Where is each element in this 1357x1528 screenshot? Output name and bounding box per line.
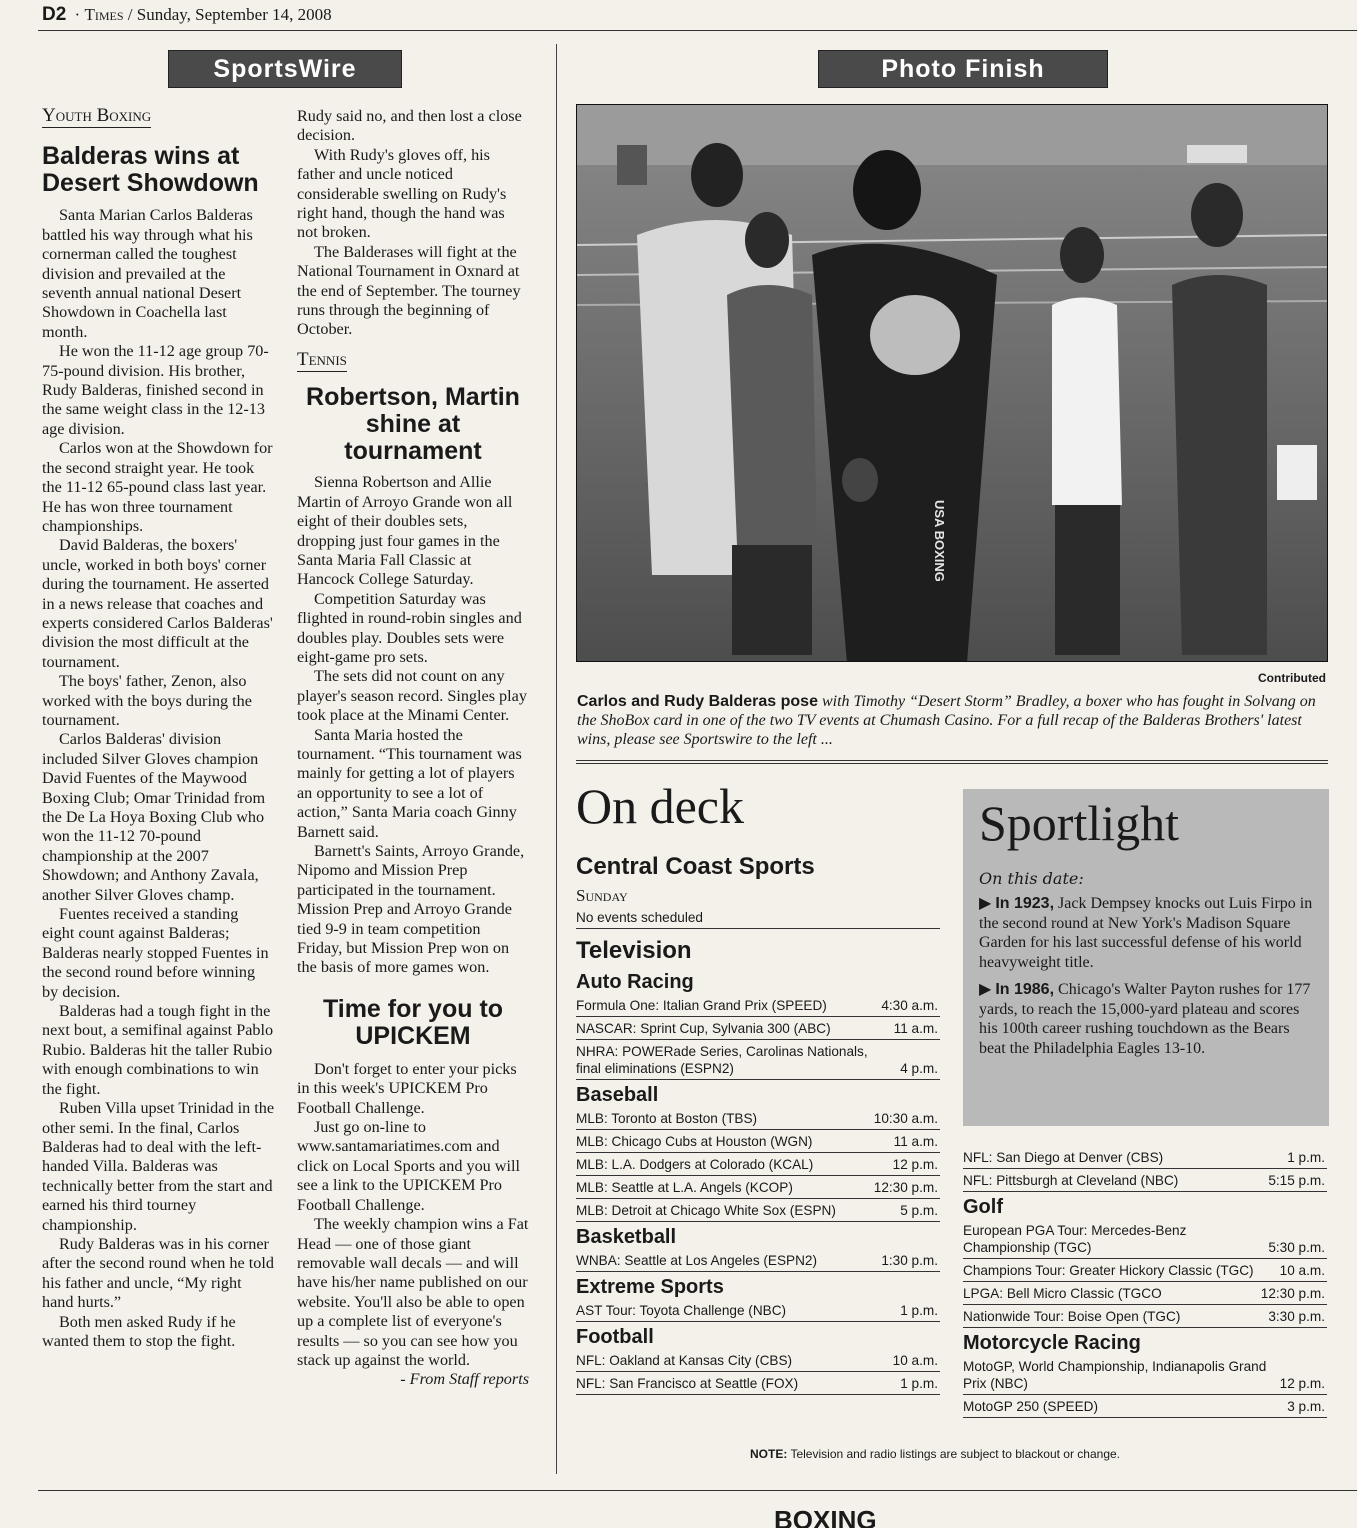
article-paragraph: Rudy said no, and then lost a close decision. (297, 107, 522, 145)
staff-byline: - From Staff reports (400, 1370, 529, 1389)
no-events-row: No events scheduled (576, 906, 940, 929)
listing-category: Extreme Sports (576, 1276, 724, 1298)
article-paragraph: Barnett's Saints, Arroyo Grande, Nipomo and Mission Prep participated in the tournament. Mission Prep and Arroyo Grande tied 9-9 in team competition Friday, but Mission Prep won on the basis of more games won. (297, 842, 525, 977)
listing-row (576, 1017, 940, 1040)
listing-event: MotoGP, World Championship, Indianapolis Grand Prix (NBC) (963, 1359, 1267, 1391)
sportlight-item: ▶ In 1923, Jack Dempsey knocks out Luis Firpo in the second round at New York's Madison Square Garden for his last successful defense of his world heavyweight title. (979, 895, 1313, 971)
article-paragraph: Balderas had a tough fight in the next bout, a semifinal against Pablo Rubio. Balderas hit the taller Rubio with enough combinations to win the fight. (42, 1002, 274, 1098)
usa-boxing-lettering: USA BOXING (932, 500, 947, 582)
listing-row (963, 1395, 1327, 1418)
article-paragraph: Santa Marian Carlos Balderas battled his way through what his cornerman called the toughest division and prevailed at the seventh annual national Desert Showdown in Coachella last month. (42, 206, 253, 341)
article-paragraph: The Balderases will fight at the National Tournament in Oxnard at the end of September. The tourney runs through the beginning of October. (297, 242, 521, 339)
listing-event: NFL: San Francisco at Seattle (FOX) (576, 1376, 799, 1391)
listing-row (576, 1299, 940, 1322)
listing-row (963, 1146, 1327, 1169)
article-paragraph: The weekly champion wins a Fat Head — one of those giant removable wall decals — and will have his/her name published on our website. You'll also be able to open up a complete list of everyone's results — so you can see how you stack up against the world. (297, 1215, 529, 1369)
listing-event: AST Tour: Toyota Challenge (NBC) (576, 1303, 787, 1318)
listing-time: 11 a.m. (893, 1021, 938, 1036)
column-divider (556, 44, 557, 1474)
article-paragraph: Santa Maria hosted the tournament. “This tournament was mainly for getting a lot of players an opportunity to see a lot of action,” Santa Maria coach Ginny Barnett said. (297, 725, 522, 841)
upickem-headline: Time for you to UPICKEM (322, 994, 504, 1050)
listing-event: NFL: Pittsburgh at Cleveland (NBC) (963, 1173, 1179, 1188)
central-coast-heading: Central Coast Sports (576, 853, 815, 880)
listing-time: 10:30 a.m. (873, 1111, 938, 1126)
listing-time: 1 p.m. (900, 1376, 938, 1391)
listing-event: MLB: Detroit at Chicago White Sox (ESPN) (576, 1203, 836, 1218)
sportlight-item: ▶ In 1986, Chicago's Walter Payton rushes for 177 yards, to reach the 15,000-yard plateau and scores his 100th career rushing touchdown as the Bears beat the Philadelphia Eagles 13-10. (979, 981, 1311, 1057)
listing-time: 1 p.m. (900, 1303, 938, 1318)
listing-time: 11 a.m. (893, 1134, 938, 1149)
page-number: D2 (42, 4, 67, 25)
next-section-heading: BOXING (774, 1505, 877, 1528)
listing-time: 4:30 a.m. (881, 998, 938, 1013)
listing-time: 4 p.m. (900, 1061, 938, 1076)
issue-date: Sunday, September 14, 2008 (136, 5, 332, 24)
listing-event: MLB: L.A. Dodgers at Colorado (KCAL) (576, 1157, 814, 1172)
listing-time: 1:30 p.m. (881, 1253, 938, 1268)
listing-row (576, 1130, 940, 1153)
listing-row (576, 1153, 940, 1176)
tv-listings-right (963, 1146, 1327, 1418)
article-paragraph: Rudy Balderas was in his corner after the second round when he told his father and uncle, “My right hand hurts.” (42, 1234, 274, 1312)
folio: D2 · Times / Sunday, September 14, 2008 (42, 4, 332, 25)
listing-row (963, 1355, 1327, 1395)
top-rule (38, 30, 1357, 31)
article-paragraph: Carlos won at the Showdown for the second straight year. He took the 11-12 65-pound class last year. He has won three tournament championships. (42, 439, 273, 535)
listing-event: NFL: Oakland at Kansas City (CBS) (576, 1353, 793, 1368)
listing-time: 3 p.m. (1287, 1399, 1325, 1414)
youth-boxing-kicker: Youth Boxing (42, 106, 151, 128)
listing-time: 5:30 p.m. (1268, 1240, 1325, 1255)
listings-note: NOTE: Television and radio listings are subject to blackout or change. (750, 1447, 1120, 1461)
listing-row (576, 1107, 940, 1130)
article-paragraph: Both men asked Rudy if he wanted them to stop the fight. (42, 1312, 236, 1350)
sportlight-box (963, 789, 1329, 1126)
youth-boxing-headline: Balderas wins at Desert Showdown (42, 142, 259, 198)
article-paragraph: David Balderas, the boxers' uncle, worked in both boys' corner during the tournament. He asserted in a news release that coaches and experts considered Carlos Balderas' division the most difficult at the tournament. (42, 536, 273, 671)
listing-row (963, 1305, 1327, 1328)
listing-row (576, 1249, 940, 1272)
listing-event: WNBA: Seattle at Los Angeles (ESPN2) (576, 1253, 818, 1268)
listing-row (963, 1219, 1327, 1259)
article-paragraph: Sienna Robertson and Allie Martin of Arroyo Grande won all eight of their doubles sets, dropping just four games in the Santa Maria Fall Classic at Hancock College Saturday. (297, 473, 513, 589)
listing-row (963, 1282, 1327, 1305)
article-paragraph: Fuentes received a standing eight count against Balderas; Balderas nearly stopped Fuentes in the second round before winning by decision. (42, 905, 269, 1001)
article-paragraph: With Rudy's gloves off, his father and uncle noticed considerable swelling on Rudy's right hand, though the hand was not broken. (297, 145, 507, 242)
listing-row (576, 1372, 940, 1395)
listing-row (963, 1259, 1327, 1282)
listing-time: 5 p.m. (900, 1203, 938, 1218)
listing-event: NASCAR: Sprint Cup, Sylvania 300 (ABC) (576, 1021, 831, 1036)
tv-listings-left (576, 970, 940, 1395)
bottom-rule (38, 1490, 1357, 1491)
listing-row (963, 1169, 1327, 1192)
listing-event: European PGA Tour: Mercedes-Benz Championship (TGC) (963, 1223, 1187, 1255)
on-deck-section (576, 780, 940, 1395)
listing-category: Golf (963, 1196, 1003, 1218)
caption-lead: Carlos and Rudy Balderas pose (577, 693, 818, 710)
listing-event: MLB: Chicago Cubs at Houston (WGN) (576, 1134, 813, 1149)
listing-event: Champions Tour: Greater Hickory Classic (TGC) (963, 1263, 1254, 1278)
sportlight-title: Sportlight (979, 795, 1180, 851)
on-deck-title: On deck (576, 778, 744, 834)
listing-category: Football (576, 1326, 654, 1348)
listing-time: 10 a.m. (892, 1353, 938, 1368)
listing-event: MLB: Seattle at L.A. Angels (KCOP) (576, 1180, 793, 1195)
day-label: Sunday (576, 886, 628, 905)
listing-row (576, 1199, 940, 1222)
listing-event: Nationwide Tour: Boise Open (TGC) (963, 1309, 1181, 1324)
photo-credit: Contributed (1258, 671, 1326, 685)
caption-text: with Timothy “Desert Storm” Bradley, a boxer who has fought in Solvang on the ShoBox card in one of the two TV events at Chumash Casino. For a full recap of the Balderas Brothers' latest wins, please see Sportswire to the left ... (577, 693, 1316, 748)
caption-rule (576, 760, 1328, 764)
photo-finish-banner: Photo Finish (818, 50, 1108, 88)
listing-event: NHRA: POWERade Series, Carolinas Nationals, final eliminations (ESPN2) (576, 1044, 868, 1076)
article-paragraph: The boys' father, Zenon, also worked with the boys during the tournament. (42, 672, 252, 729)
listing-row (576, 994, 940, 1017)
listing-row (576, 1040, 940, 1080)
sportswire-banner: SportsWire (168, 50, 402, 88)
listing-event: NFL: San Diego at Denver (CBS) (963, 1150, 1164, 1165)
photo-caption (577, 692, 1329, 749)
sportswire-column-2 (297, 107, 529, 1390)
boxing-gym-photo (576, 104, 1328, 662)
listing-event: MotoGP 250 (SPEED) (963, 1399, 1098, 1414)
listing-time: 12:30 p.m. (1260, 1286, 1325, 1301)
article-paragraph: The sets did not count on any player's season record. Singles play took place at the Minami Center. (297, 667, 527, 725)
paper-name: Times (84, 5, 124, 24)
listing-time: 12 p.m. (1279, 1376, 1325, 1391)
listing-row (576, 1176, 940, 1199)
on-this-date-label: On this date: (979, 869, 1084, 888)
photo-illustration (577, 105, 1328, 662)
youth-boxing-article (42, 106, 274, 1351)
article-paragraph: Just go on-line to www.santamariatimes.com and click on Local Sports and you will see a link to the UPICKEM Pro Football Challenge. (297, 1118, 520, 1214)
listing-category: Auto Racing (576, 971, 694, 993)
listing-time: 3:30 p.m. (1268, 1309, 1325, 1324)
tennis-kicker: Tennis (297, 350, 347, 372)
article-paragraph: Ruben Villa upset Trinidad in the other semi. In the final, Carlos Balderas had to deal with the left-handed Villa. Balderas was technically better from the start and earned his third tourney championship. (42, 1099, 275, 1234)
listing-event: Formula One: Italian Grand Prix (SPEED) (576, 998, 827, 1013)
listing-event: LPGA: Bell Micro Classic (TGCO (963, 1286, 1162, 1301)
listing-time: 1 p.m. (1287, 1150, 1325, 1165)
listing-category: Baseball (576, 1084, 659, 1106)
listing-time: 10 a.m. (1279, 1263, 1325, 1278)
listing-time: 12 p.m. (892, 1157, 938, 1172)
television-heading: Television (576, 937, 692, 964)
listing-event: MLB: Toronto at Boston (TBS) (576, 1111, 758, 1126)
listing-category: Basketball (576, 1226, 677, 1248)
article-paragraph: He won the 11-12 age group 70-75-pound division. His brother, Rudy Balderas, finished second in the same weight class in the 12-13 age division. (42, 342, 269, 438)
listing-time: 5:15 p.m. (1268, 1173, 1325, 1188)
article-paragraph: Competition Saturday was flighted in round-robin singles and doubles play. Doubles sets were eight-game pro sets. (297, 589, 522, 666)
listing-row (576, 1349, 940, 1372)
listing-category: Motorcycle Racing (963, 1332, 1141, 1354)
article-paragraph: Carlos Balderas' division included Silver Gloves champion David Fuentes of the Maywood Boxing Club; Omar Trinidad from the De La Hoya Boxing Club who won the 11-12 70-pound championship at the 2007 Showdown; and Anthony Zavala, another Silver Gloves champ. (42, 730, 266, 904)
listing-time: 12:30 p.m. (873, 1180, 938, 1195)
football-continued (963, 1146, 1327, 1192)
article-paragraph: Don't forget to enter your picks in this week's UPICKEM Pro Football Challenge. (297, 1059, 517, 1117)
tennis-headline: Robertson, Martin shine at tournament (306, 383, 520, 466)
